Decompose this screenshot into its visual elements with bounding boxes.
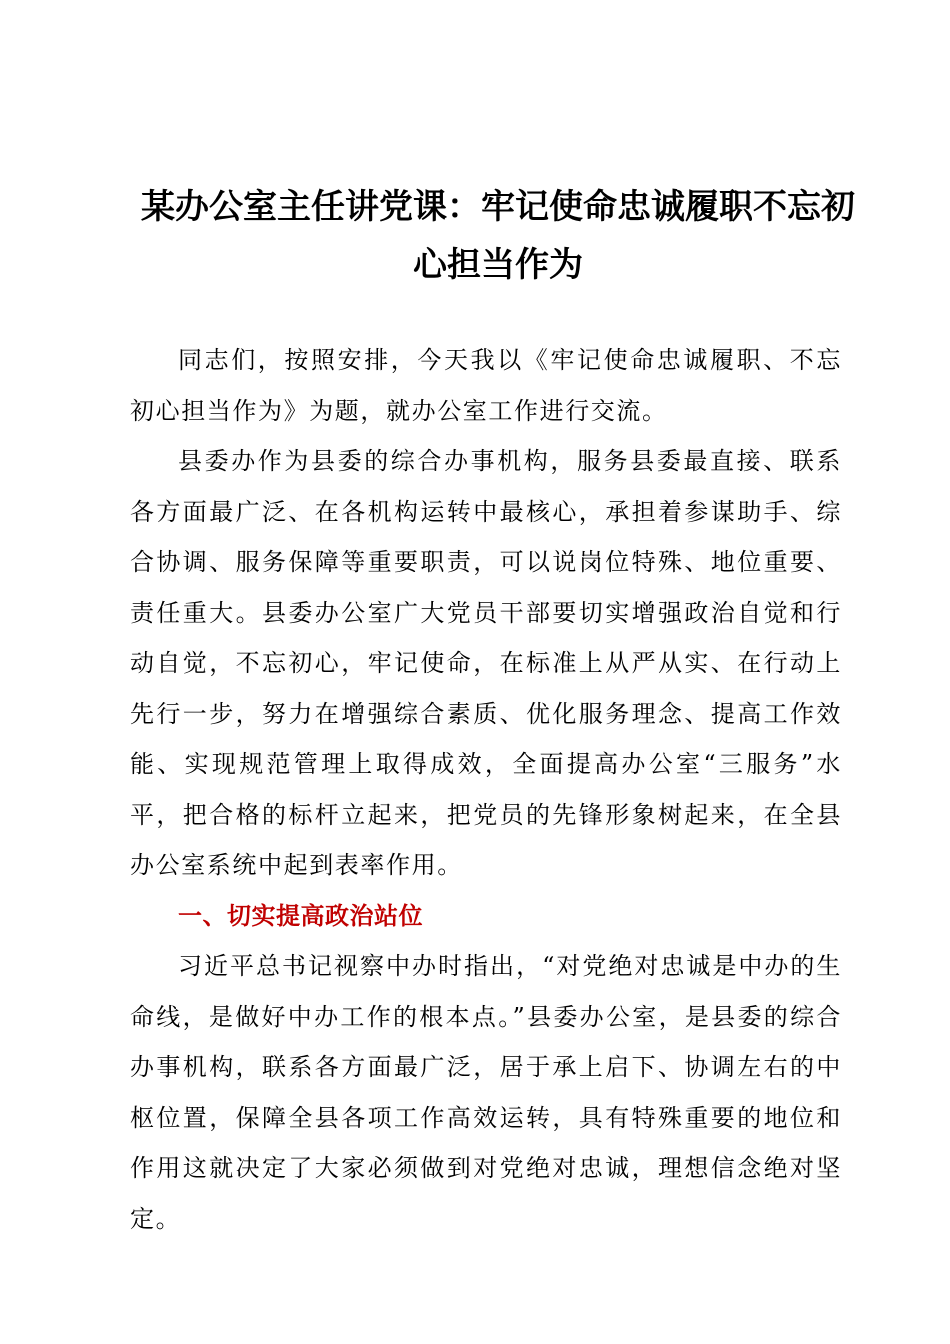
paragraph-loyalty: 习近平总书记视察中办时指出，“对党绝对忠诚是中办的生命线，是做好中办工作的根本点。”县委办公室，是县委的综合办事机构，联系各方面最广泛，居于承上启下、协调左右的中枢位置，保障全县各项工作高效运转，具有特殊重要的地位和作用这就决定了大家必须做到对党绝对忠诚，理想信念绝对坚定。 bbox=[130, 952, 842, 1233]
paragraph-role: 县委办作为县委的综合办事机构，服务县委最直接、联系各方面最广泛、在各机构运转中最核心，承担着参谋助手、综合协调、服务保障等重要职责，可以说岗位特殊、地位重要、责任重大。县委办公室广大党员干部要切实增强政治自觉和行动自觉，不忘初心，牢记使命，在标准上从严从实、在行动上先行一步，努力在增强综合素质、优化服务理念、提高工作效能、实现规范管理上取得成效，全面提高办公室“三服务”水平，把合格的标杆立起来，把党员的先锋形象树起来，在全县办公室系统中起到表率作用。 bbox=[130, 447, 842, 879]
document-body bbox=[130, 335, 842, 1244]
paragraph-intro: 同志们，按照安排，今天我以《牢记使命忠诚履职、不忘初心担当作为》为题，就办公室工作进行交流。 bbox=[130, 346, 842, 425]
section-heading: 一、切实提高政治站位 bbox=[178, 901, 423, 930]
document-title: 某办公室主任讲党课：牢记使命忠诚履职不忘初心担当作为 bbox=[141, 187, 855, 285]
